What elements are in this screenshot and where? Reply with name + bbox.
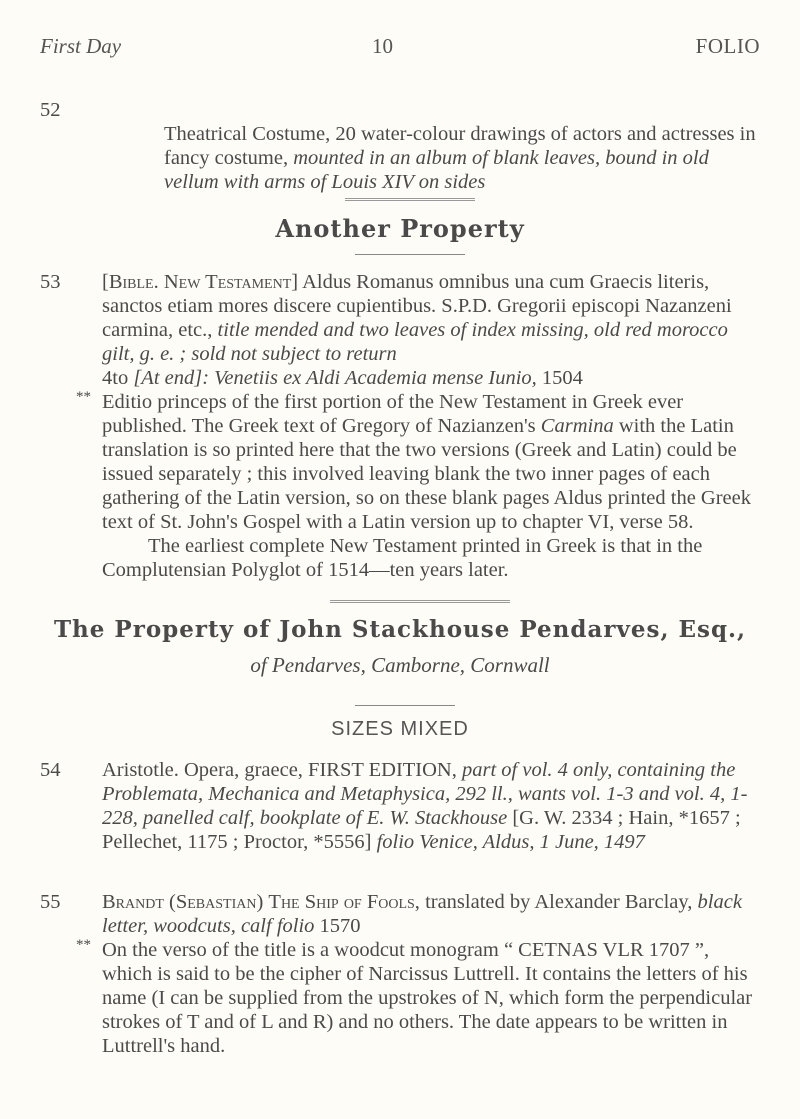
lot-note: ** Editio princeps of the first portion of the New Testament in Greek ever published. The Greek text of Gregory of Nazianzen's Carmina with the Latin translation is so printed here that the two versions (Greek and Latin) could be issued separately ; this involved leaving blank the two inner pages of each gathering of the Latin version, so on these blank pages Aldus printed the Greek text of St. John's Gospel with a Latin version up to chapter VI, verse 58. [76, 389, 752, 533]
page-number: 10 [372, 34, 393, 58]
day-label: First Day [40, 34, 122, 58]
divider [355, 254, 465, 255]
lot-description: Aristotle. Opera, graece, FIRST EDITION, part of vol. 4 only, containing the Problemata, Mechanica and Metaphysica, 292 ll., wants vol. 1-3 and vol. 4, 1-228, panelled calf, bookplate of E. W. Stackhouse [G. W. 2334 ; Hain, *1657 ; Pellechet, 1175 ; Proctor, *5556] folio Venice, Aldus, 1 June, 1497 [102, 759, 748, 853]
lot-description: Brandt (Sebastian) The Ship of Fools, translated by Alexander Barclay, black letter, woodcuts, calf folio 1570 [102, 891, 742, 937]
lot-number: 54 [40, 759, 61, 781]
lot-53 [40, 270, 762, 582]
asterism-mark: ** [76, 937, 91, 953]
lot-55 [40, 890, 762, 1058]
lot-number: 55 [40, 891, 61, 913]
property-heading: The Property of John Stackhouse Pendarves, Esq., [53, 616, 747, 643]
divider [355, 705, 455, 706]
lot-note-2: The earliest complete New Testament printed in Greek is that in the Complutensian Polyglot of 1514—ten years later. [102, 535, 703, 581]
asterism-mark: ** [76, 389, 91, 405]
property-subheading: of Pendarves, Camborne, Cornwall [250, 653, 550, 677]
lot-54 [40, 758, 762, 854]
lot-52 [40, 98, 762, 194]
lot-imprint: 4to [At end]: Venetiis ex Aldi Academia mense Iunio, 1504 [102, 367, 583, 389]
another-property-heading: Another Property [275, 214, 525, 243]
section-heading: SIZES MIXED [331, 718, 469, 740]
lot-description: Theatrical Costume, 20 water-colour drawings of actors and actresses in fancy costume, mounted in an album of blank leaves, bound in old vellum with arms of Louis XIV on sides [164, 123, 756, 193]
divider [330, 600, 510, 603]
format-label: FOLIO [695, 34, 760, 58]
lot-number: 53 [40, 271, 61, 293]
lot-number: 52 [40, 99, 61, 121]
running-head [40, 34, 760, 64]
lot-description: [Bible. New Testament] Aldus Romanus omnibus una cum Graecis literis, sanctos etiam mores discere cupientibus. S.P.D. Gregorii episcopi Nazanzeni carmina, etc., title mended and two leaves of index missing, old red morocco gilt, g. e. ; sold not subject to return [102, 271, 732, 365]
lot-note: ** On the verso of the title is a woodcut monogram “ CETNAS VLR 1707 ”, which is said to be the cipher of Narcissus Luttrell. It contains the letters of his name (I can be supplied from the upstrokes of N, which form the perpendicular strokes of T and of L and R) and no others. The date appears to be written in Luttrell's hand. [76, 937, 753, 1057]
divider [345, 198, 475, 201]
